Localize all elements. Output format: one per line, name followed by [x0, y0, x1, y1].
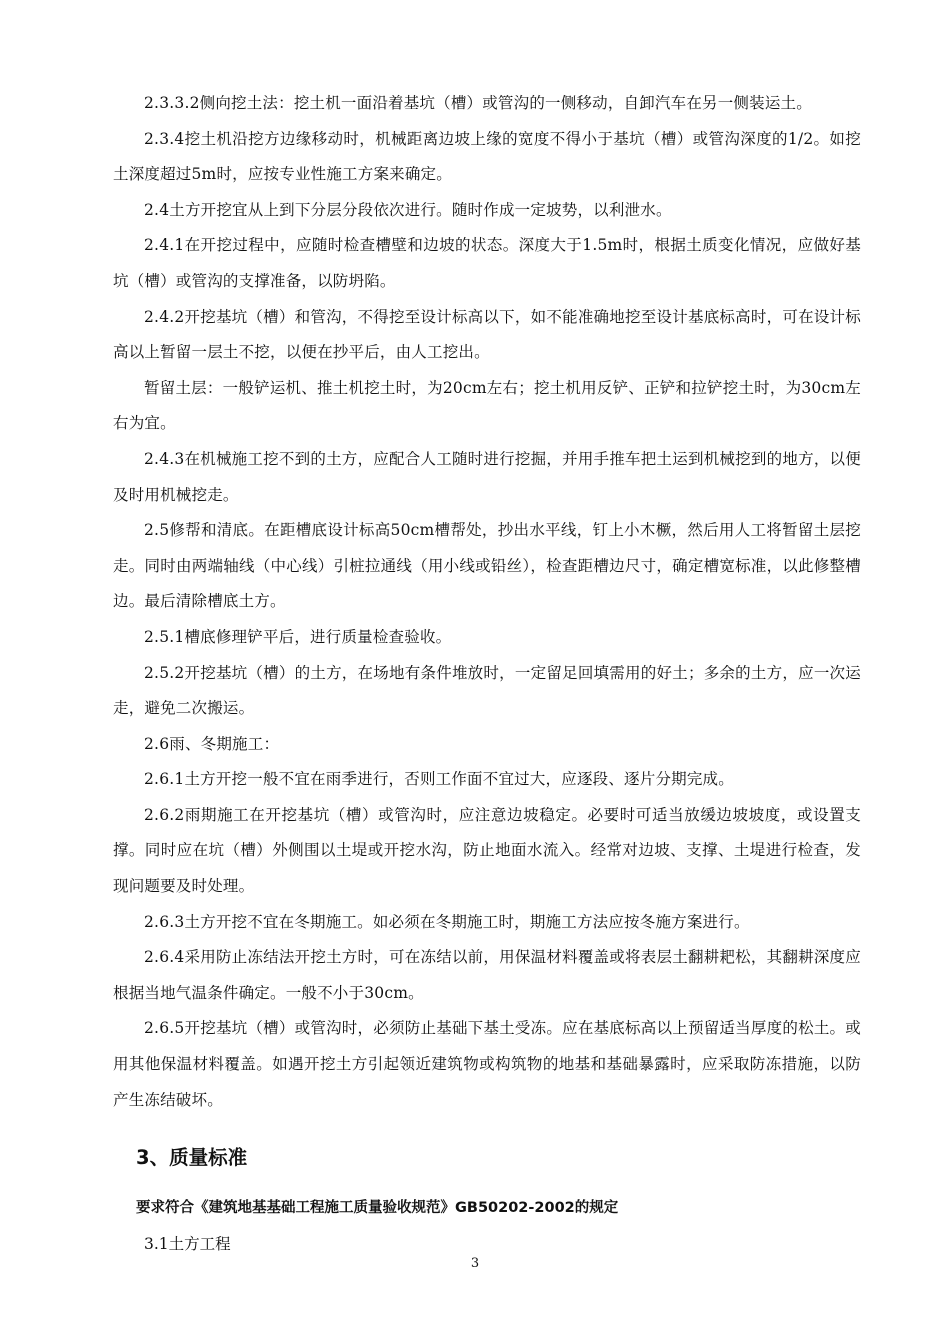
- paragraph: 2.4.1在开挖过程中，应随时检查槽壁和边坡的状态。深度大于1.5m时，根据土质变化情况，应做好基坑（槽）或管沟的支撑准备，以防坍陷。: [113, 236, 861, 290]
- paragraph: 2.3.3.2侧向挖土法：挖土机一面沿着基坑（槽）或管沟的一侧移动，自卸汽车在另一侧装运土。: [144, 94, 812, 112]
- paragraph: 2.4土方开挖宜从上到下分层分段依次进行。随时作成一定坡势，以利泄水。: [144, 200, 672, 219]
- document-body: [113, 86, 861, 1262]
- paragraph: 2.5.1槽底修理铲平后，进行质量检查验收。: [144, 627, 452, 646]
- paragraph: 2.5修帮和清底。在距槽底设计标高50cm槽帮处，抄出水平线，钉上小木橛，然后用人工将暂留土层挖走。同时由两端轴线（中心线）引桩拉通线（用小线或铅丝），检查距槽边尺寸，确定槽宽标准，以此修整槽边。最后清除槽底土方。: [113, 521, 861, 611]
- paragraph: 2.4.2开挖基坑（槽）和管沟，不得挖至设计标高以下，如不能准确地挖至设计基底标高时，可在设计标高以上暂留一层土不挖，以便在抄平后，由人工挖出。: [113, 307, 861, 362]
- paragraph: 暂留土层：一般铲运机、推土机挖土时，为20cm左右；挖土机用反铲、正铲和拉铲挖土时，为30cm左右为宜。: [113, 378, 861, 433]
- paragraph: 2.6.3土方开挖不宜在冬期施工。如必须在冬期施工时，期施工方法应按冬施方案进行。: [144, 912, 750, 931]
- section-heading: 3、质量标准: [136, 1146, 248, 1170]
- paragraph: 2.6雨、冬期施工：: [144, 734, 280, 753]
- paragraph: 2.6.5开挖基坑（槽）或管沟时，必须防止基础下基土受冻。应在基底标高以上预留适当厚度的松土。或用其他保温材料覆盖。如遇开挖土方引起领近建筑物或构筑物的地基和基础暴露时，应采取防冻措施，以防产生冻结破坏。: [113, 1019, 861, 1109]
- paragraph: 2.6.1土方开挖一般不宜在雨季进行，否则工作面不宜过大，应逐段、逐片分期完成。: [144, 770, 734, 789]
- requirement-statement: 要求符合《建筑地基基础工程施工质量验收规范》GB50202-2002的规定: [136, 1200, 619, 1217]
- paragraph: 2.6.2雨期施工在开挖基坑（槽）或管沟时，应注意边坡稳定。必要时可适当放缓边坡坡度，或设置支撑。同时应在坑（槽）外侧围以土堤或开挖水沟，防止地面水流入。经常对边坡、支撑、土堤进行检查，发现问题要及时处理。: [113, 805, 861, 896]
- paragraph: 2.4.3在机械施工挖不到的土方，应配合人工随时进行挖掘，并用手推车把土运到机械挖到的地方，以便及时用机械挖走。: [113, 449, 861, 504]
- subsection-title: 3.1土方工程: [144, 1235, 231, 1254]
- paragraph: 2.6.4采用防止冻结法开挖土方时，可在冻结以前，用保温材料覆盖或将表层土翻耕耙松，其翻耕深度应根据当地气温条件确定。一般不小于30cm。: [113, 948, 861, 1002]
- paragraph: 2.3.4挖土机沿挖方边缘移动时，机械距离边坡上缘的宽度不得小于基坑（槽）或管沟深度的1/2。如挖土深度超过5m时，应按专业性施工方案来确定。: [113, 129, 861, 184]
- paragraph: 2.5.2开挖基坑（槽）的土方，在场地有条件堆放时，一定留足回填需用的好土；多余的土方，应一次运走，避免二次搬运。: [113, 663, 861, 718]
- page-number: 3: [470, 1256, 480, 1271]
